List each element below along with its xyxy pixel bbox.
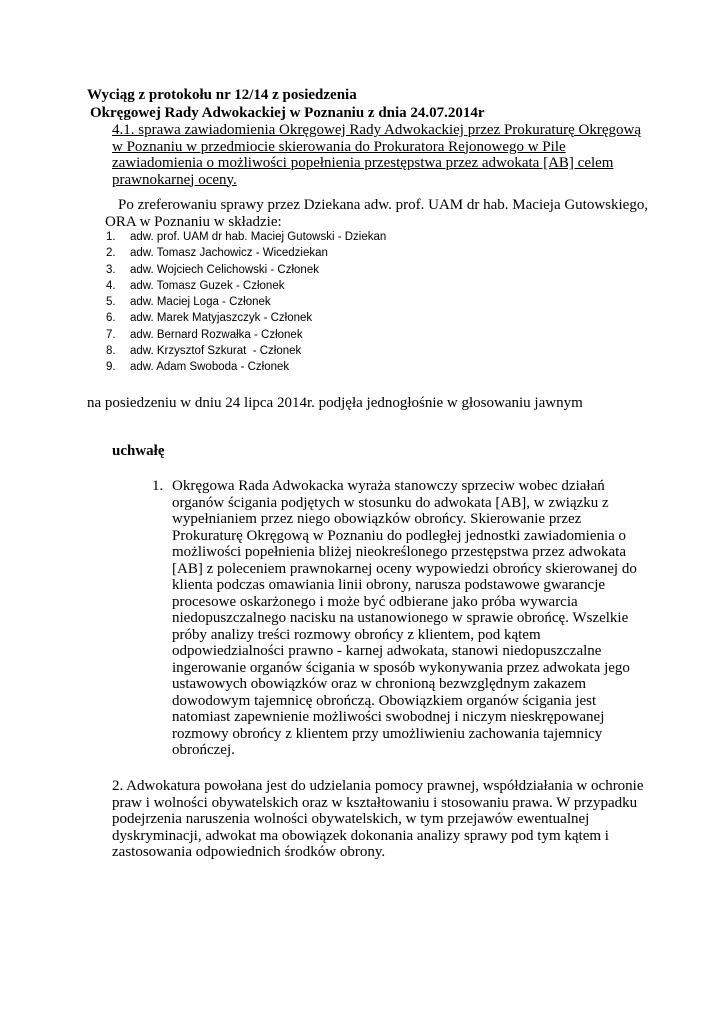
point-1-line: niedopuszczalnego nacisku na ustanowionego w sprawie obrońcę. Wszelkie [172,610,629,626]
point-1-line: procesowe oskarżonego i może być odbierane jako próba wywarcia [172,593,578,610]
member-item [106,245,386,261]
member-number: 4. [106,279,116,292]
member-number: 6. [106,312,116,325]
point-1-line: ingerowanie organów ścigania w sposób wykonywania przez adwokata jego [172,659,630,676]
point-2-line: zastosowania odpowiednich środków obrony. [112,844,386,860]
member-item [106,294,386,310]
subject-line: 4.1. sprawa zawiadomienia Okręgowej Rady Adwokackiej przez Prokuraturę Okręgową [112,122,641,138]
point-2-line: dyskryminacji, adwokat ma obowiązek dokonania analizy sprawy pod tym kątem i [112,827,609,844]
subject-line: w Poznaniu w przedmiocie skierowania do Prokuratora Rejonowego w Pile [112,138,566,155]
point-1-line: próby analizy treści rozmowy obrońcy z klientem, pod kątem [172,626,541,643]
member-name: adw. Bernard Rozwałka - Członek [130,328,303,341]
point-1-line: klienta podczas omawiania linii obrony, narusza podstawowe gwarancje [172,577,606,593]
intro-line: Po zreferowaniu sprawy przez Dziekana adw. prof. UAM dr hab. Macieja Gutowskiego, [118,197,649,213]
title-line-2: Okręgowej Rady Adwokackiej w Poznaniu z dnia 24.07.2014r [90,104,485,121]
point-1-line: ustawowych obowiązków oraz w chronioną bezwzględnym zakazem [172,676,587,692]
point-1-line: możliwości popełnienia bliżej nieokreślonego przestępstwa przez adwokata [172,544,626,560]
member-number: 5. [106,296,116,309]
member-name: adw. Marek Matyjaszczyk - Członek [130,312,313,325]
resolution-heading: uchwałę [112,443,165,459]
point-1-text [172,478,637,759]
member-number: 1. [106,231,116,243]
council-members-list [106,229,386,376]
member-name: adw. Adam Swoboda - Członek [130,361,290,374]
subject-line: prawnokarnej oceny. [112,171,237,188]
member-name: adw. Krzysztof Szkurat - Członek [130,345,302,358]
point-1-line: organów ścigania podjętych w stosunku do adwokata [AB], w związku z [172,494,609,511]
member-item [106,359,386,375]
point-1-line: Prokuraturę Okręgową w Poznaniu do podległej jednostki zawiadomienia o [172,527,627,544]
point-2-line: praw i wolności obywatelskich oraz w kształtowaniu i stosowaniu prawa. W przypadku [112,794,638,811]
member-item [106,310,386,326]
resolution-point-2 [112,778,672,861]
member-number: 3. [106,263,116,276]
point-2-line: 2. Adwokatura powołana jest do udzielania pomocy prawnej, współdziałania w ochronie [112,778,644,794]
member-item [106,229,386,245]
point-2-line: podejrzenia naruszenia wolności obywatelskich, w tym przejawów ewentualnej [112,811,590,827]
point-1-line: Okręgowa Rada Adwokacka wyraża stanowczy sprzeciw wobec działań [172,478,605,494]
member-item [106,278,386,294]
subject-line: zawiadomienia o możliwości popełnienia przestępstwa przez adwokata [AB] celem [112,155,614,171]
member-name: adw. Maciej Loga - Członek [130,296,271,309]
member-item [106,262,386,278]
member-number: 9. [106,361,116,374]
point-1-line: dowodowym tajemnicę obrończą. Obowiązkiem organów ścigania jest [172,692,597,709]
document-title [87,87,485,122]
member-item [106,327,386,343]
intro-paragraph [105,197,658,230]
member-name: adw. Tomasz Guzek - Członek [130,279,285,292]
intro-line: ORA w Poznaniu w składzie: [105,213,282,230]
member-name: adw. Wojciech Celichowski - Członek [130,263,319,276]
resolution-point-1 [152,478,637,759]
member-name: adw. prof. UAM dr hab. Maciej Gutowski - Dziekan [130,231,387,243]
point-1-line: rozmowy obrońcy z klientem przy umożliwieniu zachowania tajemnicy [172,725,603,742]
session-statement: na posiedzeniu w dniu 24 lipca 2014r. podjęła jednogłośnie w głosowaniu jawnym [87,395,583,411]
point-1-line: obrończej. [172,742,235,758]
case-subject [112,122,642,188]
member-number: 8. [106,345,116,358]
point-number: 1. [152,478,164,494]
title-line-1: Wyciąg z protokołu nr 12/14 z posiedzenia [87,87,357,103]
member-item [106,343,386,359]
point-1-line: natomiast zapewnienie możliwości swobodnej i niczym nieskrępowanej [172,709,605,725]
member-name: adw. Tomasz Jachowicz - Wicedziekan [130,247,328,260]
point-1-line: odpowiedzialności prawno - karnej adwokata, stanowi niedopuszczalne [172,643,602,659]
member-number: 7. [106,328,116,341]
member-number: 2. [106,247,116,260]
point-1-line: [AB] z poleceniem prawnokarnej oceny wypowiedzi obrońcy skierowanej do [172,560,637,577]
point-1-line: wypełnianiem przez niego obowiązków obrońcy. Skierowanie przez [172,511,582,527]
